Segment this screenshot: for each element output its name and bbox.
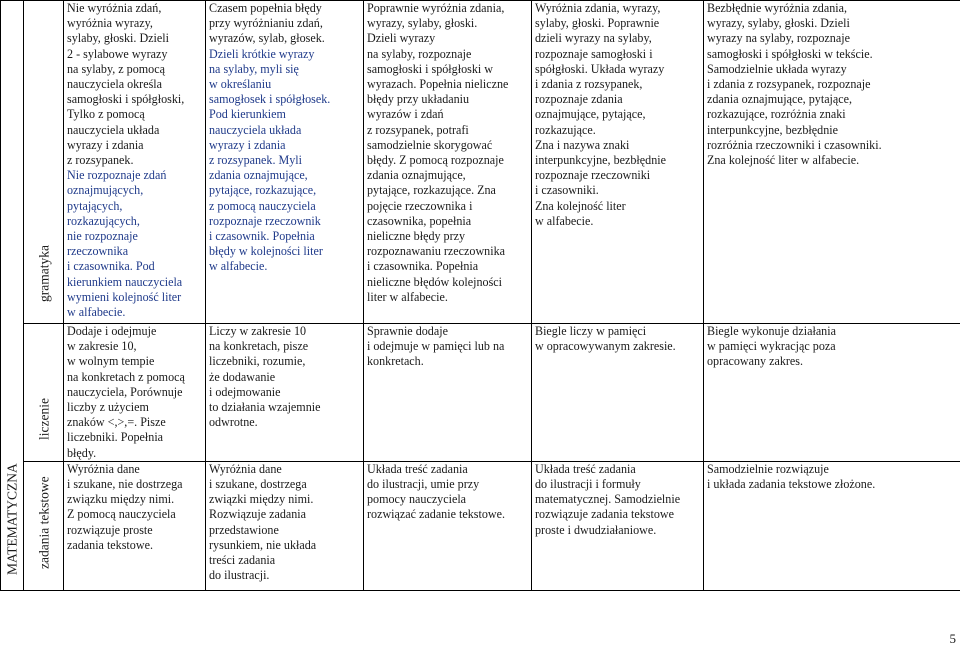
cell-line: rozwiązuje proste: [67, 522, 153, 537]
cell-line: to działania wzajemnie: [209, 400, 321, 415]
cell-line: Liczy w zakresie 10: [209, 324, 307, 338]
cell-line: nauczyciela układa: [209, 122, 302, 137]
cell-line: wyrazów, sylab, głosek.: [209, 31, 325, 46]
cell-line: w opracowywanym zakresie.: [535, 339, 676, 354]
section-row-1: [1, 324, 960, 462]
grade-cell-4: [532, 1, 704, 324]
cell-line: i czasownik. Popełnia: [209, 229, 315, 244]
grade-cell-1: [64, 461, 206, 590]
cell-line: pytające, rozkazujące. Zna: [367, 183, 496, 198]
grade-cell-5: [704, 1, 960, 324]
cell-line: samogłosek i spółgłosek.: [209, 92, 331, 107]
cell-line: rozpoznaje rzeczowniki: [535, 168, 651, 183]
cell-line: zdania oznajmujące,: [367, 168, 466, 183]
cell-line: przy wyróżnianiu zdań,: [209, 16, 323, 31]
cell-line: Nie wyróżnia zdań,: [67, 1, 162, 15]
cell-line: nauczyciela układa: [67, 122, 160, 137]
grade-cell-2: [206, 1, 364, 324]
cell-line: na sylaby, myli się: [209, 61, 299, 76]
cell-line: na sylaby, z pomocą: [67, 61, 165, 76]
cell-line: i szukane, dostrzega: [209, 477, 307, 492]
cell-line: Bezbłędnie wyróżnia zdania,: [707, 1, 848, 15]
grade-cell-3: [364, 324, 532, 462]
cell-line: Wyróżnia dane: [209, 461, 282, 476]
cell-line: rozkazujących,: [67, 213, 140, 228]
section-label-cell: [24, 461, 64, 590]
cell-line: błędy.: [67, 445, 97, 460]
cell-line: Biegle liczy w pamięci: [535, 324, 647, 338]
cell-line: nieliczne błędy przy: [367, 229, 466, 244]
cell-line: rzeczownika: [67, 244, 129, 259]
cell-line: i czasowniki.: [535, 183, 599, 198]
grade-cell-5: [704, 324, 960, 462]
cell-line: pytających,: [67, 198, 123, 213]
cell-line: samogłoski i spółgłoski,: [67, 92, 185, 107]
cell-line: w alfabecie.: [535, 213, 594, 228]
cell-line: samogłoski i spółgłoski w: [367, 61, 493, 76]
cell-line: w zakresie 10,: [67, 339, 137, 354]
cell-line: rozwiązać zadanie tekstowe.: [367, 507, 505, 522]
cell-line: oznajmujące, pytające,: [535, 107, 646, 122]
cell-line: Układa treść zadania: [535, 461, 636, 476]
cell-line: do ilustracji.: [209, 568, 270, 583]
section-label: zadania tekstowe: [36, 476, 51, 569]
cell-line: wyrazy i zdania: [209, 137, 286, 152]
cell-line: błędy w kolejności liter: [209, 244, 323, 259]
cell-line: w alfabecie.: [209, 259, 268, 274]
cell-line: zdania oznajmujące, pytające,: [707, 92, 853, 107]
cell-line: nie rozpoznaje: [67, 229, 138, 244]
cell-line: związki między nimi.: [209, 492, 314, 507]
cell-line: pojęcie rzeczownika i: [367, 198, 473, 213]
cell-line: z pomocą nauczyciela: [209, 198, 316, 213]
cell-line: na sylaby, rozpoznaje: [367, 46, 472, 61]
grade-cell-1: [64, 1, 206, 324]
cell-line: Pod kierunkiem: [209, 107, 286, 122]
cell-line: w wolnym tempie: [67, 354, 155, 369]
cell-line: Wyróżnia dane: [67, 461, 140, 476]
section-label: liczenie: [36, 397, 51, 440]
cell-line: liczebniki, rozumie,: [209, 354, 306, 369]
cell-line: zadania tekstowe.: [67, 537, 153, 552]
cell-line: liczebniki. Popełnia: [67, 430, 164, 445]
cell-line: interpunkcyjne, bezbłędnie: [535, 153, 666, 168]
cell-line: konkretach.: [367, 354, 424, 369]
cell-line: Sprawnie dodaje: [367, 324, 448, 338]
cell-line: wyrazach. Popełnia nieliczne: [367, 77, 509, 92]
cell-line: oznajmujących,: [67, 183, 144, 198]
cell-line: wyrazy na sylaby, rozpoznaje: [707, 31, 850, 46]
cell-line: liter w alfabecie.: [367, 289, 448, 304]
cell-line: i odejmuje w pamięci lub na: [367, 339, 505, 354]
cell-line: matematycznej. Samodzielnie: [535, 492, 681, 507]
cell-line: wyrazy, sylaby, głoski.: [367, 16, 478, 31]
cell-line: Samodzielnie układa wyrazy: [707, 61, 847, 76]
cell-line: Wyróżnia zdania, wyrazy,: [535, 1, 661, 15]
cell-line: proste i dwudziałaniowe.: [535, 522, 657, 537]
cell-line: i czasownika. Pod: [67, 259, 155, 274]
cell-line: sylaby, głoski. Poprawnie: [535, 16, 660, 31]
cell-line: wyróżnia wyrazy,: [67, 16, 153, 31]
cell-line: w określaniu: [209, 77, 272, 92]
cell-line: rozpoznawaniu rzeczownika: [367, 244, 505, 259]
cell-line: wyrazy, sylaby, głoski. Dzieli: [707, 16, 850, 31]
cell-line: Dodaje i odejmuje: [67, 324, 157, 338]
cell-line: rozpoznaje zdania: [535, 92, 623, 107]
subject-cell: [1, 1, 24, 591]
grade-cell-3: [364, 461, 532, 590]
cell-line: rozwiązuje zadania tekstowe: [535, 507, 675, 522]
cell-line: przedstawione: [209, 522, 279, 537]
cell-line: że dodawanie: [209, 369, 276, 384]
cell-line: Czasem popełnia błędy: [209, 1, 322, 15]
section-row-2: [1, 461, 960, 590]
cell-line: i zdania z rozsypanek,: [535, 77, 643, 92]
cell-line: rozkazujące, rozróżnia znaki: [707, 107, 846, 122]
section-label: gramatyka: [36, 245, 51, 302]
cell-line: i odejmowanie: [209, 384, 281, 399]
section-label-cell: [24, 1, 64, 324]
cell-line: na konkretach, pisze: [209, 339, 309, 354]
cell-line: Biegle wykonuje działania: [707, 324, 836, 338]
cell-line: i układa zadania tekstowe złożone.: [707, 477, 876, 492]
cell-line: Z pomocą nauczyciela: [67, 507, 176, 522]
cell-line: w alfabecie.: [67, 305, 126, 320]
cell-line: kierunkiem nauczyciela: [67, 274, 183, 289]
cell-line: sylaby, głoski. Dzieli: [67, 31, 169, 46]
cell-line: Dzieli wyrazy: [367, 31, 436, 46]
cell-line: samodzielnie skorygować: [367, 137, 493, 152]
cell-line: do ilustracji, umie przy: [367, 477, 480, 492]
cell-line: błędy przy układaniu: [367, 92, 470, 107]
cell-line: błędy. Z pomocą rozpoznaje: [367, 153, 504, 168]
cell-line: Dzieli krótkie wyrazy: [209, 46, 315, 61]
cell-line: Nie rozpoznaje zdań: [67, 168, 167, 183]
cell-line: zdania oznajmujące,: [209, 168, 308, 183]
cell-line: czasownika, popełnia: [367, 213, 472, 228]
cell-line: i czasownika. Popełnia: [367, 259, 479, 274]
grade-cell-1: [64, 324, 206, 462]
cell-line: rozkazujące.: [535, 122, 596, 137]
cell-line: liczby z użyciem: [67, 400, 149, 415]
cell-line: i szukane, nie dostrzega: [67, 477, 183, 492]
subject-label: MATEMATYCZNA: [4, 463, 20, 575]
cell-line: treści zadania: [209, 553, 276, 568]
cell-line: Zna i nazywa znaki: [535, 137, 630, 152]
cell-line: nauczyciela określa: [67, 77, 163, 92]
cell-line: spółgłoski. Układa wyrazy: [535, 61, 665, 76]
grade-cell-3: [364, 1, 532, 324]
cell-line: wyrazy i zdania: [67, 137, 144, 152]
cell-line: wyrazów i zdań: [367, 107, 444, 122]
cell-line: 2 - sylabowe wyrazy: [67, 46, 168, 61]
cell-line: Tylko z pomocą: [67, 107, 145, 122]
cell-line: rysunkiem, nie układa: [209, 537, 317, 552]
cell-line: Samodzielnie rozwiązuje: [707, 461, 829, 476]
grade-cell-2: [206, 461, 364, 590]
cell-line: rozpoznaje rzeczownik: [209, 213, 321, 228]
grade-cell-2: [206, 324, 364, 462]
cell-line: Zna kolejność liter w alfabecie.: [707, 153, 860, 168]
cell-line: odwrotne.: [209, 415, 258, 430]
cell-line: Zna kolejność liter: [535, 198, 626, 213]
cell-line: opracowany zakres.: [707, 354, 804, 369]
cell-line: rozpoznaje samogłoski i: [535, 46, 653, 61]
cell-line: nieliczne błędów kolejności: [367, 274, 503, 289]
cell-line: na konkretach z pomocą: [67, 369, 185, 384]
cell-line: Poprawnie wyróżnia zdania,: [367, 1, 505, 15]
cell-line: do ilustracji i formuły: [535, 477, 641, 492]
cell-line: związku między nimi.: [67, 492, 175, 507]
cell-line: Układa treść zadania: [367, 461, 468, 476]
section-row-0: [1, 1, 960, 324]
cell-line: nauczyciela, Porównuje: [67, 384, 183, 399]
section-label-cell: [24, 324, 64, 462]
cell-line: interpunkcyjne, bezbłędnie: [707, 122, 838, 137]
cell-line: z rozsypanek, potrafi: [367, 122, 469, 137]
cell-line: i zdania z rozsypanek, rozpoznaje: [707, 77, 871, 92]
grade-cell-4: [532, 461, 704, 590]
cell-line: dzieli wyrazy na sylaby,: [535, 31, 652, 46]
page-number: 5: [949, 631, 956, 646]
cell-line: pytające, rozkazujące,: [209, 183, 317, 198]
cell-line: z rozsypanek. Myli: [209, 153, 303, 168]
cell-line: Rozwiązuje zadania: [209, 507, 307, 522]
cell-line: pomocy nauczyciela: [367, 492, 467, 507]
cell-line: z rozsypanek.: [67, 153, 134, 168]
grade-cell-4: [532, 324, 704, 462]
cell-line: wymieni kolejność liter: [67, 289, 182, 304]
cell-line: w pamięci wykracjąc poza: [707, 339, 836, 354]
cell-line: samogłoski i spółgłoski w tekście.: [707, 46, 873, 61]
grade-cell-5: [704, 461, 960, 590]
cell-line: znaków <,>,=. Pisze: [67, 415, 166, 430]
cell-line: rozróżnia rzeczowniki i czasowniki.: [707, 137, 882, 152]
